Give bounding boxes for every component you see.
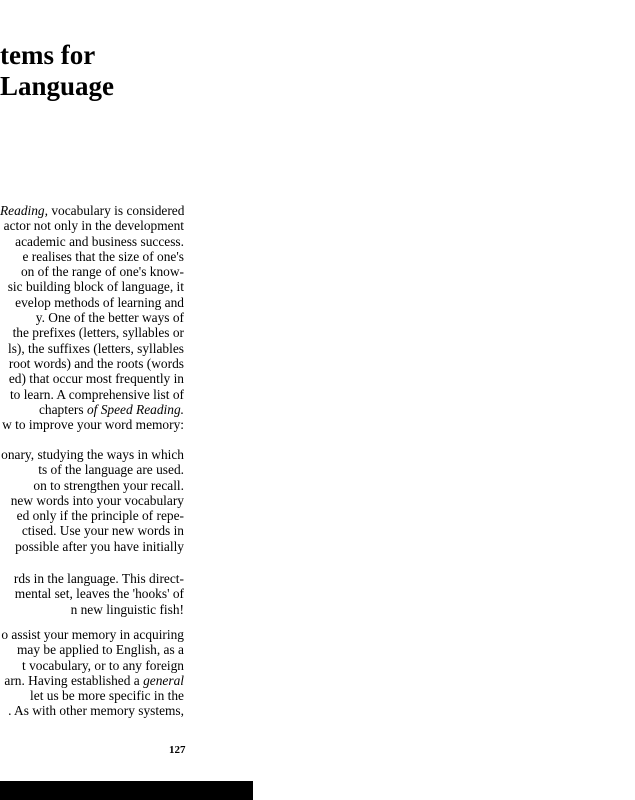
text-segment: ls), the suffixes (letters, syllables — [7, 340, 184, 356]
paragraph-2-lines — [0, 447, 184, 554]
text-segment: e realises that the size of one's — [22, 248, 184, 264]
text-line: possible after you have initially — [15, 538, 184, 554]
paragraph-1 — [0, 203, 184, 432]
text-segment: sic building block of language, it — [7, 279, 184, 295]
text-segment: w to improve your word memory: — [2, 417, 184, 433]
text-segment: the prefixes (letters, syllables or — [12, 325, 184, 341]
text-line — [0, 703, 184, 718]
text-segment: vocabulary is considered — [47, 203, 184, 218]
italic-segment: general — [143, 672, 184, 688]
text-line — [0, 310, 184, 325]
text-line — [0, 218, 184, 233]
text-line — [0, 371, 184, 386]
text-line — [0, 417, 184, 432]
text-line: rds in the language. This direct- — [13, 571, 184, 586]
text-line: ed only if the principle of repe- — [16, 508, 184, 524]
heading-line-1: tems for — [0, 40, 96, 70]
paragraph-4 — [0, 627, 184, 719]
paragraph-3-lines — [0, 571, 184, 617]
text-line: ts of the language are used. — [38, 462, 184, 478]
text-segment: on of the range of one's know- — [20, 264, 184, 280]
italic-segment: Reading, — [0, 203, 48, 218]
text-line — [0, 658, 184, 673]
text-line — [0, 234, 184, 249]
text-segment: actor not only in the development — [3, 218, 184, 234]
text-segment: academic and business success. — [15, 233, 184, 249]
text-line: new words into your vocabulary — [10, 492, 184, 508]
text-line — [0, 279, 184, 294]
text-line — [0, 264, 184, 279]
text-segment: y. One of the better ways of — [35, 310, 184, 326]
text-line — [0, 642, 184, 657]
paragraph-3 — [0, 571, 184, 617]
text-line — [0, 673, 184, 688]
text-segment: chapters — [38, 401, 87, 417]
text-segment: o assist your memory in acquiring — [1, 627, 184, 642]
text-line — [0, 341, 184, 356]
text-line — [0, 627, 184, 642]
text-line — [0, 325, 184, 340]
paragraph-4-lines — [0, 627, 184, 719]
text-segment: to learn. A comprehensive list of — [9, 386, 184, 402]
text-line: onary, studying the ways in which — [1, 447, 184, 462]
text-line — [0, 688, 184, 703]
page-number: 127 — [169, 744, 186, 756]
text-line — [0, 295, 184, 310]
text-line — [0, 203, 184, 218]
text-segment: ed) that occur most frequently in — [8, 371, 184, 387]
text-line: mental set, leaves the 'hooks' of — [14, 586, 184, 602]
paragraph-2 — [0, 447, 184, 554]
text-segment: root words) and the roots (words — [8, 355, 184, 371]
text-segment: let us be more specific in the — [30, 688, 184, 704]
text-segment: t vocabulary, or to any foreign — [22, 657, 184, 673]
text-line: ctised. Use your new words in — [21, 523, 184, 539]
italic-segment: of Speed Reading. — [86, 401, 184, 417]
chapter-heading — [0, 40, 114, 102]
text-segment: evelop methods of learning and — [15, 294, 184, 310]
text-line: on to strengthen your recall. — [33, 477, 184, 493]
text-segment: arn. Having established a — [4, 672, 144, 688]
text-line — [0, 249, 184, 264]
scan-border-bar — [0, 781, 253, 800]
text-line — [0, 402, 184, 417]
paragraph-1-lines — [0, 203, 184, 432]
text-line — [0, 356, 184, 371]
heading-line-2: Language — [0, 71, 115, 101]
text-line: n new linguistic fish! — [70, 601, 184, 617]
text-line — [0, 387, 184, 402]
text-segment: may be applied to English, as a — [17, 642, 184, 658]
text-segment: . As with other memory systems, — [8, 703, 184, 719]
